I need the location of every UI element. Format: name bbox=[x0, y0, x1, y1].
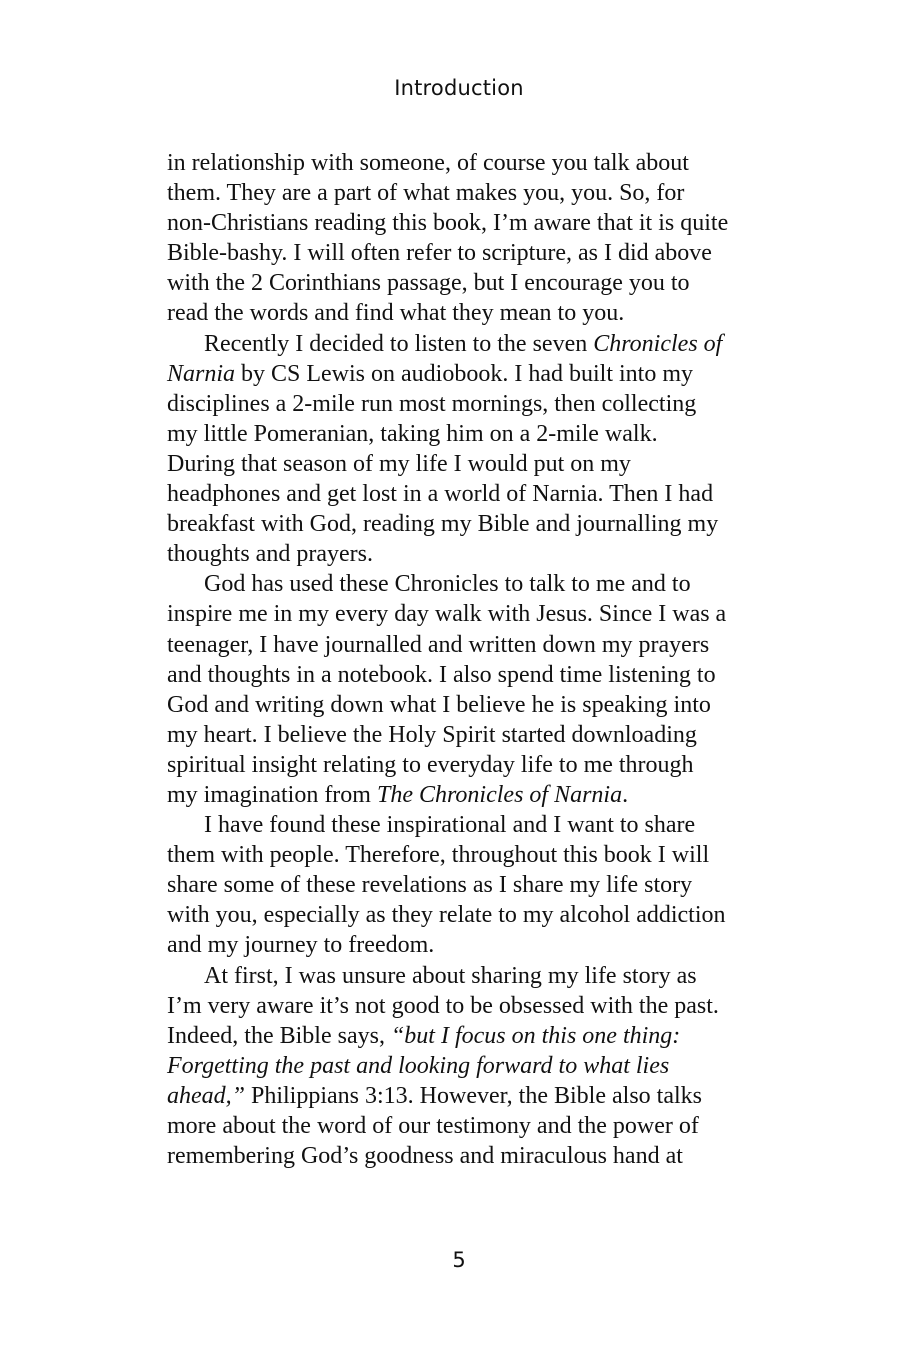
italic-text: ahead,” bbox=[167, 1082, 245, 1109]
text-line bbox=[167, 1051, 767, 1081]
text-run: headphones and get lost in a world of Narnia. Then I had bbox=[167, 481, 714, 508]
text-line bbox=[167, 449, 767, 479]
italic-text: “but I focus on this one thing: bbox=[390, 1022, 681, 1049]
text-line bbox=[167, 539, 767, 569]
text-run: thoughts and prayers. bbox=[167, 541, 373, 568]
text-run: teenager, I have journalled and written down my prayers bbox=[167, 631, 710, 658]
text-line bbox=[167, 870, 767, 900]
text-line bbox=[167, 298, 767, 328]
page-number: 5 bbox=[452, 1248, 466, 1272]
text-run: breakfast with God, reading my Bible and journalling my bbox=[167, 511, 719, 538]
text-line bbox=[167, 750, 767, 780]
text-line bbox=[167, 780, 767, 810]
text-line bbox=[167, 509, 767, 539]
text-line bbox=[167, 569, 767, 599]
text-run: with you, especially as they relate to my alcohol addiction bbox=[167, 902, 726, 929]
paragraph bbox=[167, 148, 767, 329]
text-line bbox=[167, 991, 767, 1021]
text-line bbox=[167, 961, 767, 991]
text-line bbox=[167, 630, 767, 660]
text-line bbox=[167, 720, 767, 750]
italic-text: Forgetting the past and looking forward to what lies bbox=[167, 1052, 670, 1079]
text-run: with the 2 Corinthians passage, but I encourage you to bbox=[167, 270, 690, 297]
paragraph bbox=[167, 569, 767, 810]
text-run: and my journey to freedom. bbox=[167, 932, 435, 959]
paragraph bbox=[167, 961, 767, 1172]
text-line bbox=[167, 1141, 767, 1171]
text-run: Bible-bashy. I will often refer to scripture, as I did above bbox=[167, 240, 712, 267]
text-run: my imagination from bbox=[167, 781, 377, 808]
paragraph bbox=[167, 810, 767, 960]
running-header: Introduction bbox=[394, 76, 524, 100]
text-line bbox=[167, 148, 767, 178]
body-text bbox=[167, 148, 767, 1171]
text-line bbox=[167, 479, 767, 509]
text-run: by CS Lewis on audiobook. I had built into my bbox=[235, 360, 693, 387]
text-run: them with people. Therefore, throughout this book I will bbox=[167, 842, 710, 869]
text-line bbox=[167, 599, 767, 629]
text-run: share some of these revelations as I share my life story bbox=[167, 872, 693, 899]
text-line bbox=[167, 1021, 767, 1051]
text-line bbox=[167, 389, 767, 419]
text-line bbox=[167, 268, 767, 298]
text-line bbox=[167, 660, 767, 690]
text-run: non-Christians reading this book, I’m aware that it is quite bbox=[167, 210, 729, 237]
text-line bbox=[167, 840, 767, 870]
text-line bbox=[167, 690, 767, 720]
text-run: inspire me in my every day walk with Jesus. Since I was a bbox=[167, 601, 727, 628]
paragraph bbox=[167, 329, 767, 570]
text-run: my little Pomeranian, taking him on a 2-mile walk. bbox=[167, 420, 658, 447]
text-run: remembering God’s goodness and miraculous hand at bbox=[167, 1143, 683, 1170]
text-line bbox=[167, 810, 767, 840]
text-line bbox=[167, 419, 767, 449]
text-line bbox=[167, 208, 767, 238]
italic-text: Narnia bbox=[167, 360, 236, 387]
text-run: At first, I was unsure about sharing my life story as bbox=[204, 962, 697, 989]
text-line bbox=[167, 329, 767, 359]
text-run: read the words and find what they mean to you. bbox=[167, 300, 625, 327]
text-line bbox=[167, 900, 767, 930]
text-run: Philippians 3:13. However, the Bible also talks bbox=[245, 1082, 702, 1109]
italic-text: The Chronicles of Narnia bbox=[376, 781, 623, 808]
text-run: in relationship with someone, of course you talk about bbox=[167, 150, 689, 176]
text-line bbox=[167, 930, 767, 960]
text-line bbox=[167, 238, 767, 268]
text-run: spiritual insight relating to everyday life to me through bbox=[167, 751, 694, 778]
text-run: . bbox=[622, 781, 629, 808]
text-line bbox=[167, 1081, 767, 1111]
text-line bbox=[167, 359, 767, 389]
text-run: them. They are a part of what makes you, you. So, for bbox=[167, 180, 685, 207]
text-run: Recently I decided to listen to the seven bbox=[204, 330, 594, 357]
text-run: my heart. I believe the Holy Spirit started downloading bbox=[167, 721, 697, 748]
text-run: and thoughts in a notebook. I also spend time listening to bbox=[167, 661, 716, 688]
text-run: I have found these inspirational and I want to share bbox=[204, 812, 696, 839]
text-run: disciplines a 2-mile run most mornings, then collecting bbox=[167, 390, 697, 417]
text-run: more about the word of our testimony and the power of bbox=[167, 1113, 699, 1139]
text-line bbox=[167, 178, 767, 208]
italic-text: Chronicles of bbox=[593, 330, 723, 357]
text-line bbox=[167, 1111, 767, 1141]
text-run: God has used these Chronicles to talk to me and to bbox=[204, 571, 691, 598]
text-run: God and writing down what I believe he is speaking into bbox=[167, 691, 711, 718]
text-run: During that season of my life I would put on my bbox=[167, 450, 631, 477]
text-run: I’m very aware it’s not good to be obsessed with the past. bbox=[167, 992, 719, 1019]
text-run: Indeed, the Bible says, bbox=[167, 1022, 391, 1049]
